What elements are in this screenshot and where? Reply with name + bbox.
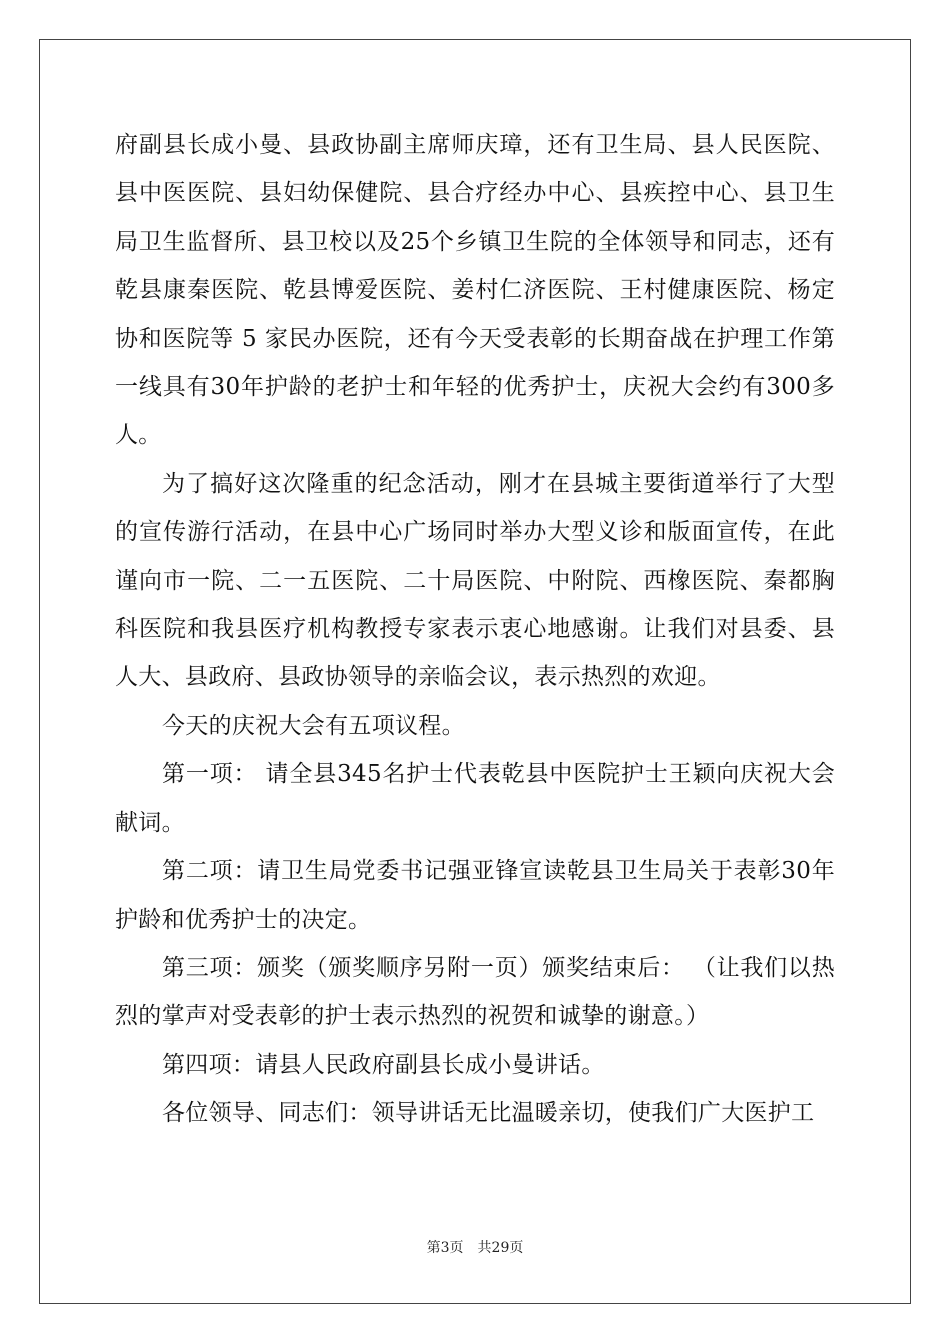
paragraph-agenda-intro: 今天的庆祝大会有五项议程。 <box>162 712 465 739</box>
page-number-label: 第3页 <box>426 1240 464 1256</box>
paragraph-agenda-item-3: 第三项：颁奖（颁奖顺序另附一页）颁奖结束后： （让我们以热烈的掌声对受表彰的护士表示热烈的祝贺和诚挚的谢意。） <box>115 954 835 1030</box>
total-pages-label: 共29页 <box>477 1240 524 1256</box>
page-footer <box>0 1237 950 1257</box>
paragraph-agenda-item-4: 第四项：请县人民政府副县长成小曼讲话。 <box>162 1051 605 1078</box>
paragraph-continued-attendees: 府副县长成小曼、县政协副主席师庆璋，还有卫生局、县人民医院、县中医医院、县妇幼保健院、县合疗经办中心、县疾控中心、县卫生局卫生监督所、县卫校以及25个乡镇卫生院的全体领导和同志，还有乾县康秦医院、乾县博爱医院、姜村仁济医院、王村健康医院、杨定协和医院等 5 家民办医院，还有今天受表彰的长期奋战在护理工作第一线具有30年护龄的老护士和年轻的优秀护士，庆祝大会约有300多人。 <box>115 132 835 449</box>
paragraph-agenda-item-1: 第一项： 请全县345名护士代表乾县中医院护士王颖向庆祝大会献词。 <box>115 761 835 836</box>
paragraph-agenda-item-2: 第二项：请卫生局党委书记强亚锋宣读乾县卫生局关于表彰30年护龄和优秀护士的决定。 <box>115 858 835 933</box>
paragraph-activities: 为了搞好这次隆重的纪念活动，刚才在县城主要街道举行了大型的宣传游行活动，在县中心广场同时举办大型义诊和版面宣传，在此谨向市一院、二一五医院、二十局医院、中附院、西橡医院、秦都胸科医院和我县医疗机构教授专家表示衷心地感谢。让我们对县委、县人大、县政府、县政协领导的亲临会议，表示热烈的欢迎。 <box>115 470 835 691</box>
document-body <box>115 121 835 1138</box>
paragraph-closing-remark: 各位领导、同志们：领导讲话无比温暖亲切，使我们广大医护工 <box>162 1100 815 1127</box>
